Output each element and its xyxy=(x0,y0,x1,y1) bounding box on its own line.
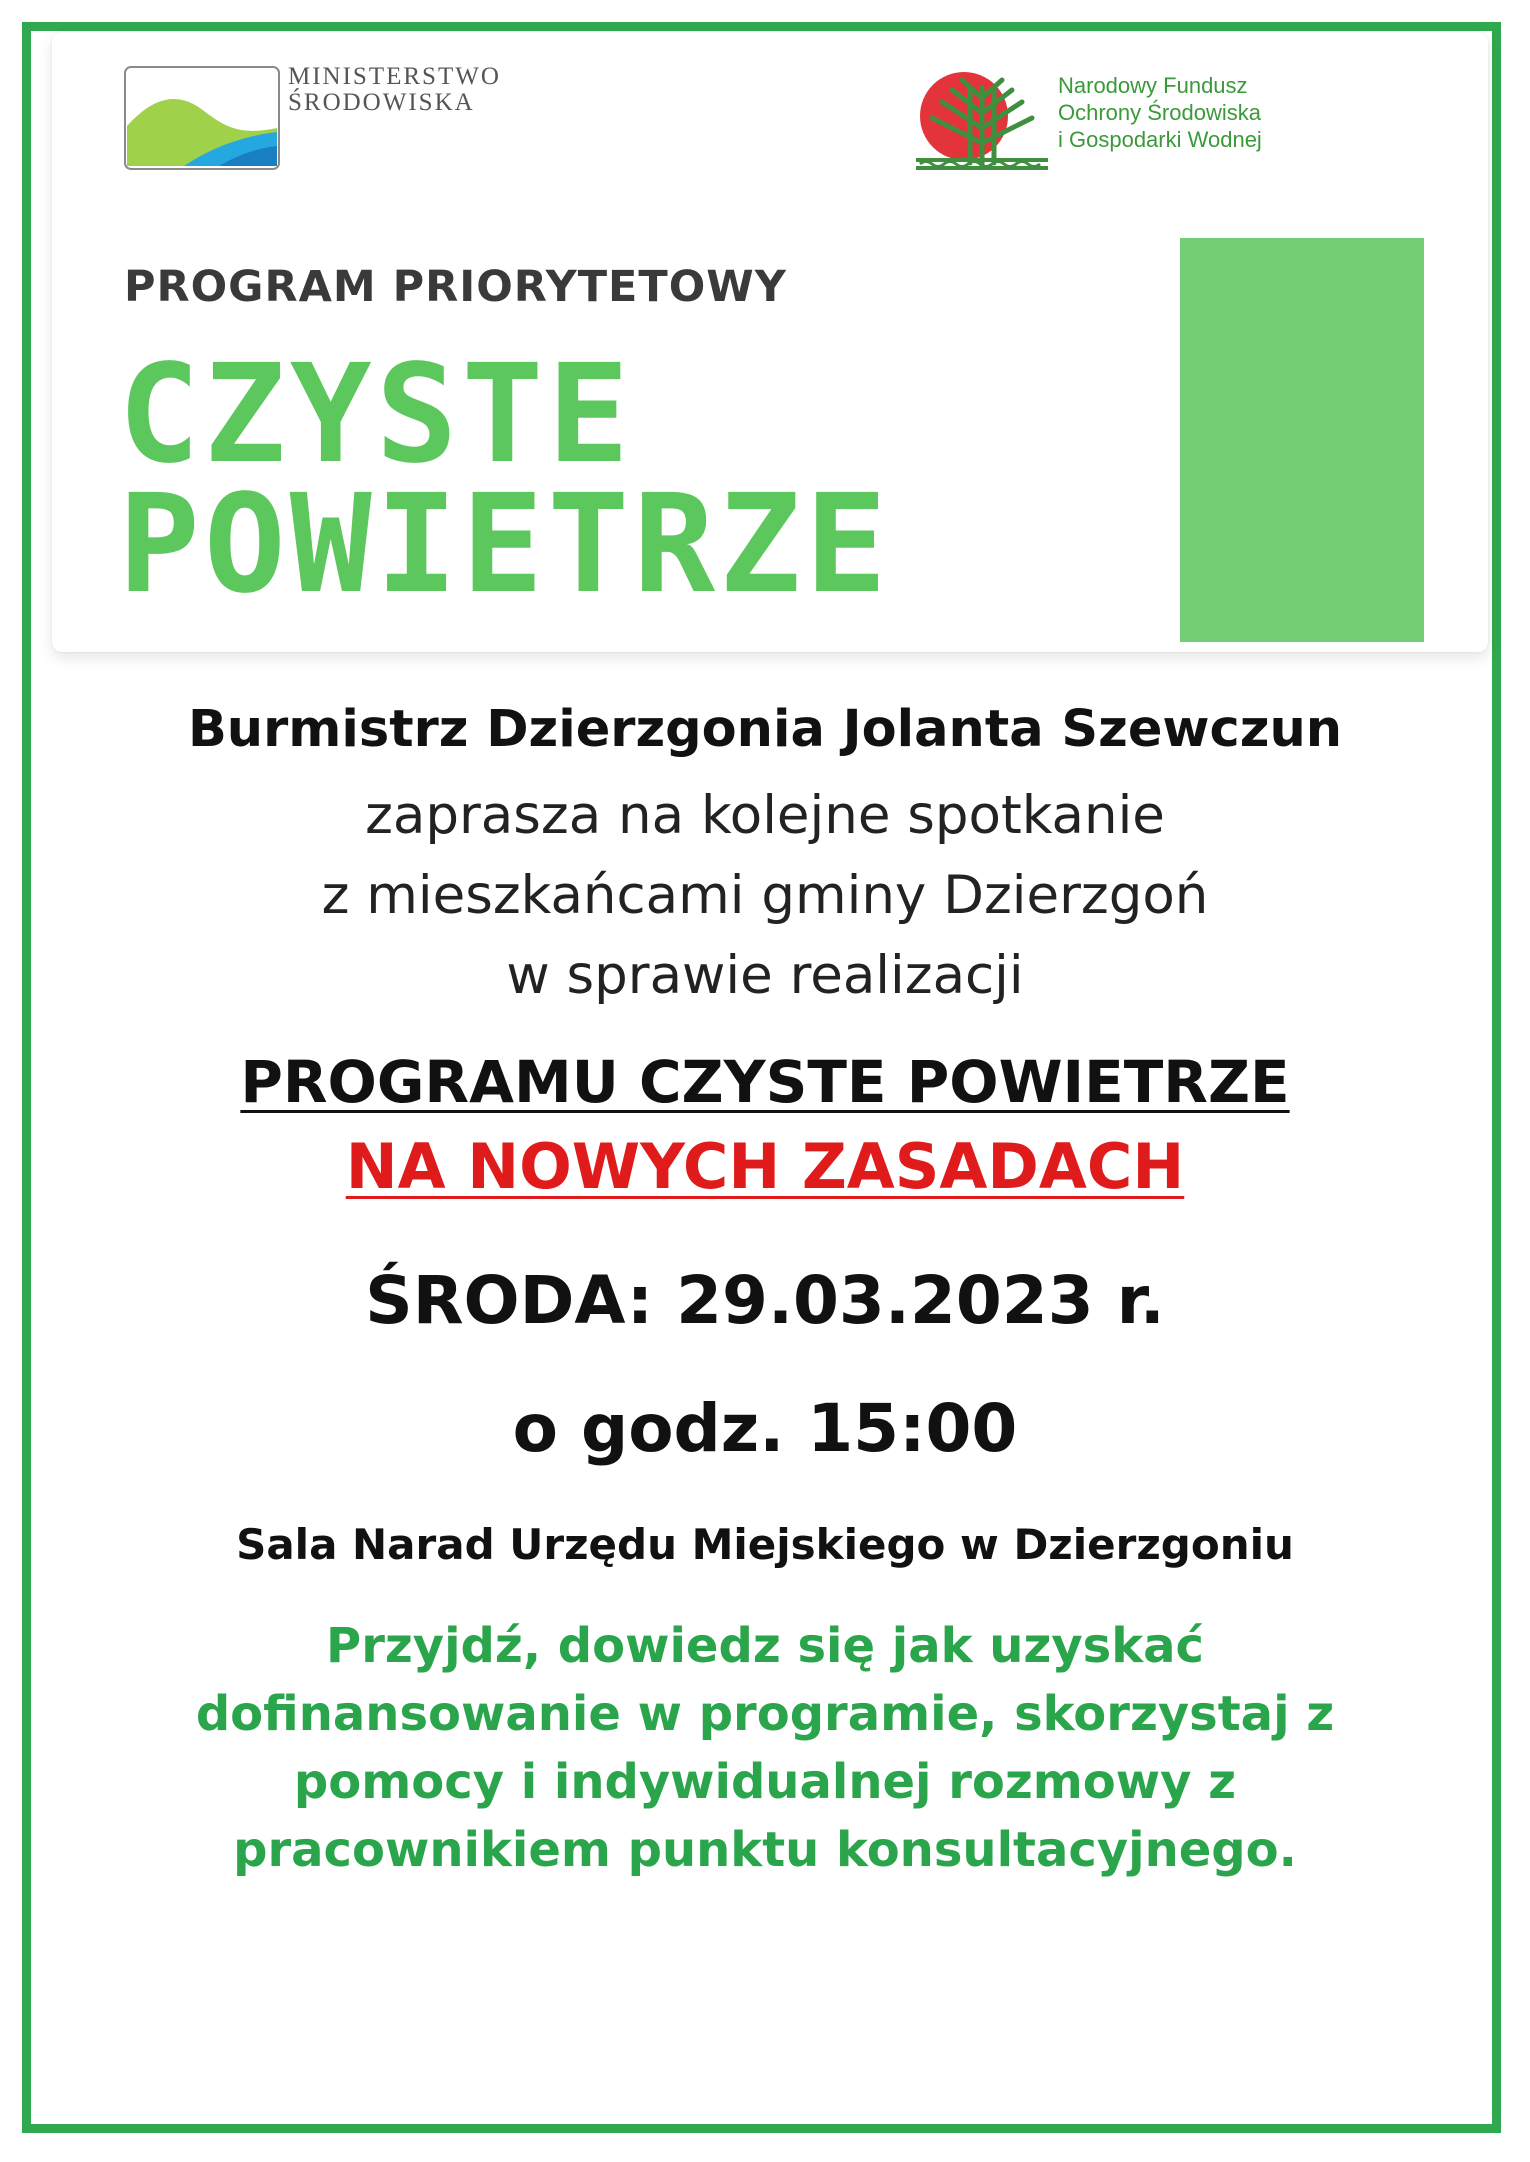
fund-name-line1: Narodowy Fundusz xyxy=(1058,73,1248,98)
meeting-venue: Sala Narad Urzędu Miejskiego w Dzierzgoniu xyxy=(236,1520,1294,1569)
cta-line: pracownikiem punktu konsultacyjnego. xyxy=(233,1822,1297,1878)
invitation-line: zaprasza na kolejne spotkanie xyxy=(365,785,1165,846)
mayor-name: Burmistrz Dzierzgonia Jolanta Szewczun xyxy=(187,700,1343,759)
ministry-name-line1: MINISTERSTWO xyxy=(288,63,501,90)
invitation-line: z mieszkańcami gminy Dzierzgoń xyxy=(321,865,1209,926)
invitation-text xyxy=(60,776,1470,1016)
cta-line: Przyjdź, dowiedz się jak uzyskać xyxy=(326,1618,1204,1674)
ministry-logo-text xyxy=(288,64,501,116)
cta-line: dofinansowanie w programie, skorzystaj z xyxy=(195,1686,1335,1742)
fund-name-line3: i Gospodarki Wodnej xyxy=(1058,127,1262,152)
call-to-action xyxy=(60,1612,1470,1884)
ministry-logo-icon xyxy=(124,66,280,170)
cta-line: pomocy i indywidualnej rozmowy z xyxy=(293,1754,1237,1810)
meeting-date: ŚRODA: 29.03.2023 r. xyxy=(365,1262,1165,1339)
banner-green-block xyxy=(1180,238,1424,642)
fund-name-line2: Ochrony Środowiska xyxy=(1058,100,1261,125)
ministry-name-line2: ŚRODOWISKA xyxy=(288,89,475,116)
invitation-line: w sprawie realizacji xyxy=(506,945,1024,1006)
new-rules-heading: NA NOWYCH ZASADACH xyxy=(345,1130,1185,1203)
meeting-time: o godz. 15:00 xyxy=(512,1390,1018,1467)
meeting-program-title: PROGRAMU CZYSTE POWIETRZE xyxy=(240,1048,1290,1116)
program-title xyxy=(118,336,891,624)
program-title-line2: POWIETRZE xyxy=(118,466,891,624)
program-title-line1: CZYSTE xyxy=(118,336,634,494)
program-label: PROGRAM PRIORYTETOWY xyxy=(124,262,787,312)
nfosigw-logo-text xyxy=(1058,72,1262,153)
nfosigw-tree-logo-icon xyxy=(912,68,1052,176)
